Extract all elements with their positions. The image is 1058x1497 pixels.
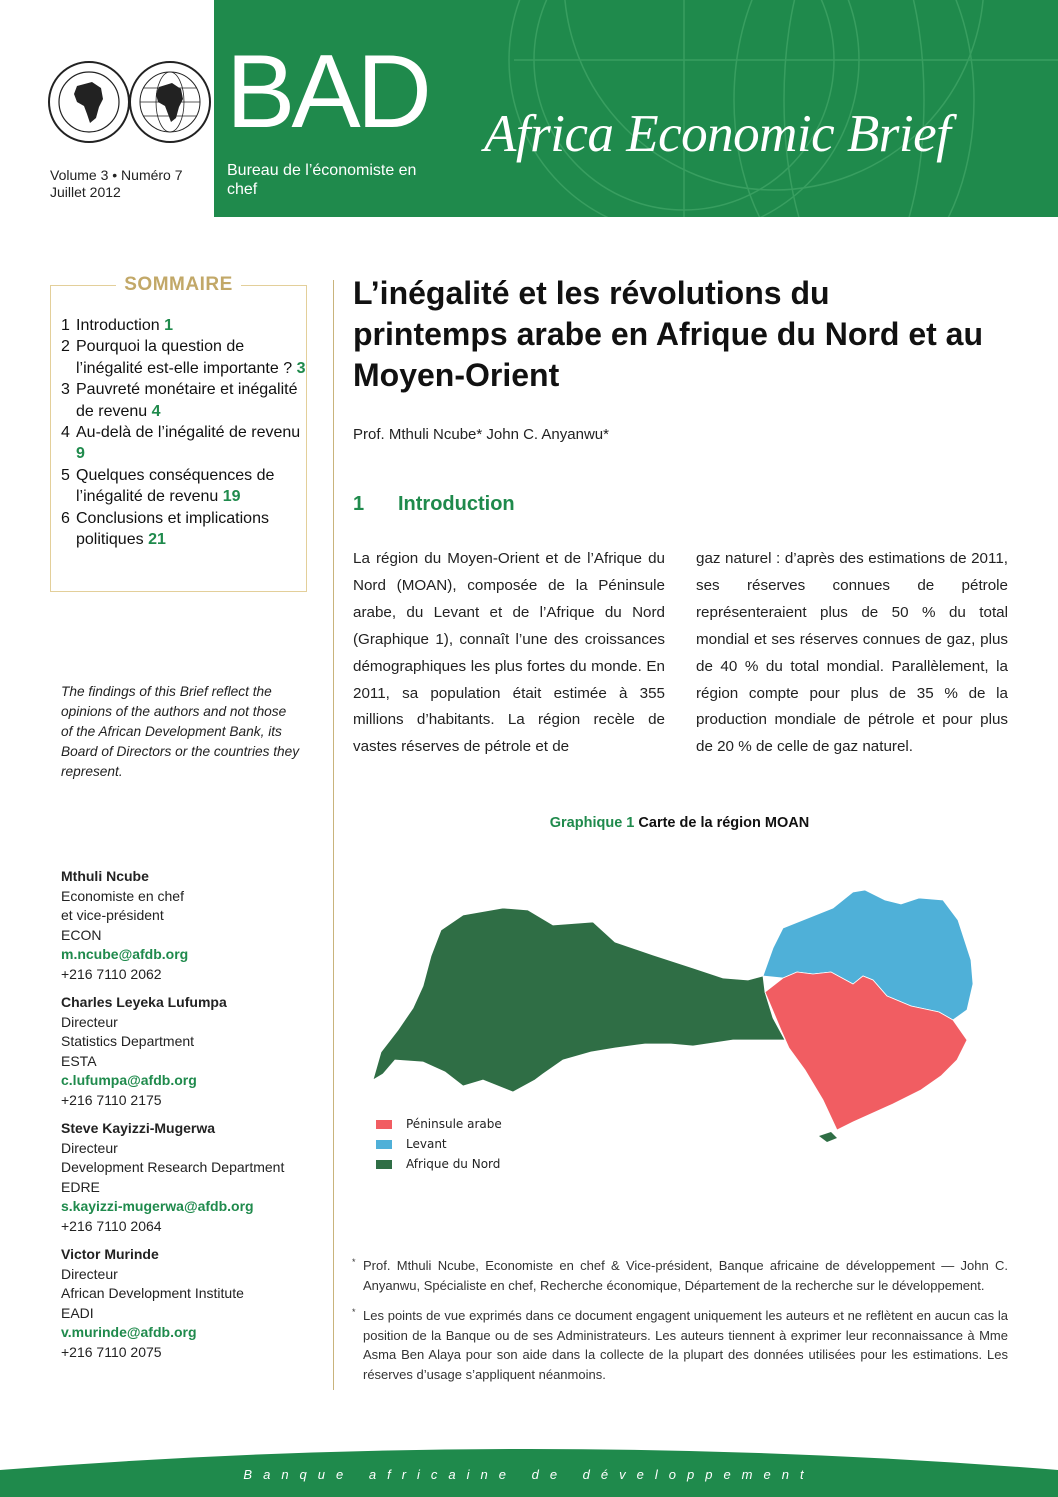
toc-page: 3 — [296, 359, 306, 377]
footnote-mark: * — [352, 1257, 356, 1267]
contact-name: Victor Murinde — [61, 1246, 159, 1262]
map-island-socotra — [819, 1132, 837, 1142]
contact-role: Statistics Department — [61, 1033, 195, 1049]
section-title: Introduction — [398, 493, 515, 515]
brand-title: BAD — [226, 34, 428, 150]
footnote-mark: * — [352, 1307, 356, 1317]
contact-role: Directeur — [61, 1013, 118, 1030]
toc-text: Introduction — [76, 317, 160, 334]
toc-item[interactable] — [61, 508, 306, 551]
series-title: Africa Economic Brief — [484, 105, 951, 163]
contact-name: Charles Leyeka Lufumpa — [61, 994, 227, 1010]
footer-text: Banque africaine de développement — [243, 1467, 815, 1482]
toc-num: 1 — [61, 317, 70, 334]
mena-map — [353, 880, 1006, 1150]
body-column-2: gaz naturel : d’après des estimations de 2011, ses réserves connues de pétrole représenteraient plus de 50 % du total mondial et ses réserves connues de gaz, plus de 40 % du total mondial. Parallèlement, la région compte pour plus de 35 % de la production mondiale de pétrole et pour plus de 20 % de celle de gaz naturel. — [696, 550, 1008, 756]
article-title: L’inégalité et les révolutions du printemps arabe en Afrique du Nord et au Moyen-Orient — [353, 275, 984, 393]
contact-dept: ESTA — [61, 1052, 97, 1069]
contact-role: Economiste en chef — [61, 887, 184, 904]
toc-page: 1 — [164, 317, 173, 334]
contact-phone: +216 7110 2175 — [61, 1091, 162, 1108]
toc-text: Pourquoi la question de l’inégalité est-elle importante ? — [76, 338, 293, 377]
footnote — [352, 1256, 1008, 1295]
toc-item[interactable] — [61, 379, 306, 422]
article-authors: Prof. Mthuli Ncube* John C. Anyanwu* — [353, 426, 609, 443]
legend-label: Levant — [406, 1137, 447, 1151]
table-of-contents — [50, 274, 307, 592]
contacts — [61, 867, 316, 1371]
issue-date: Juillet 2012 — [50, 184, 121, 200]
afdb-logo-icon — [44, 52, 214, 162]
figure-title: Carte de la région MOAN — [638, 815, 810, 831]
body-column-1: La région du Moyen-Orient et de l’Afrique du Nord (MOAN), composée de la Péninsule arabe, du Levant et de l’Afrique du Nord (Graphique 1), connaît l’une des croissances démographiques les plus fortes du monde. En 2011, sa population était estimée à 355 millions d’habitants. La région recèle de vastes réserves de pétrole et de — [353, 550, 665, 756]
brand-subtitle: Bureau de l’économiste en chef — [227, 162, 417, 198]
footnote-text: Les points de vue exprimés dans ce document engagent uniquement les auteurs et ne reflètent en aucun cas la position de la Banque ou de ses Administrateurs. Les auteurs tiennent à exprimer leur reconnaissance à Mme Asma Ben Alaya pour son aide dans la collecte de la plupart des données utilisées pour les estimations. Les réserves d’usage s’appliquent néanmoins. — [363, 1308, 1008, 1382]
contact-phone: +216 7110 2075 — [61, 1343, 162, 1360]
legend-swatch — [376, 1120, 392, 1129]
contact-role: Directeur — [61, 1139, 118, 1156]
afdb-logos — [44, 52, 214, 162]
footnote — [352, 1306, 1008, 1384]
contact-dept: EDRE — [61, 1178, 100, 1195]
toc-title: SOMMAIRE — [116, 274, 241, 295]
toc-num: 4 — [61, 424, 70, 442]
contact-role: Development Research Department — [61, 1159, 285, 1175]
toc-item[interactable] — [61, 315, 306, 336]
toc-page: 9 — [76, 445, 85, 463]
footnote-text: Prof. Mthuli Ncube, Economiste en chef & Vice-président, Banque africaine de développement — John C. Anyanwu, Spécialiste en chef, Recherche économique, Département de la recherche sur le développement. — [363, 1258, 1008, 1293]
toc-page: 19 — [222, 488, 241, 506]
figure-caption — [353, 815, 1006, 831]
contact-phone: +216 7110 2062 — [61, 965, 162, 982]
disclaimer: The findings of this Brief reflect the opinions of the authors and not those of the African Development Bank, its Board of Directors or the countries they represent. — [61, 684, 300, 779]
toc-num: 5 — [61, 466, 70, 484]
legend-swatch — [376, 1140, 392, 1149]
toc-text: Au-delà de l’inégalité de revenu — [76, 424, 301, 442]
toc-list — [61, 315, 306, 550]
column-divider — [333, 280, 334, 1390]
map-legend — [376, 1114, 502, 1174]
toc-num: 6 — [61, 509, 70, 527]
toc-item[interactable] — [61, 336, 306, 379]
section-number: 1 — [353, 493, 365, 515]
toc-item[interactable] — [61, 465, 306, 508]
contact-dept: EADI — [61, 1304, 94, 1321]
issue-volume: Volume 3 • Numéro 7 — [50, 167, 183, 183]
toc-page: 21 — [148, 531, 166, 549]
contact-email-link[interactable]: v.murinde@afdb.org — [61, 1324, 197, 1340]
contact-card — [61, 1119, 316, 1236]
toc-num: 2 — [61, 338, 70, 356]
contact-card — [61, 867, 316, 984]
map-region-north-africa — [373, 908, 785, 1092]
figure-label: Graphique 1 — [549, 815, 635, 831]
footnotes — [352, 1256, 1008, 1395]
contact-card — [61, 1245, 316, 1362]
toc-text: Conclusions et implications politiques — [76, 509, 269, 549]
toc-page: 4 — [151, 402, 161, 420]
contact-role: Directeur — [61, 1265, 118, 1282]
legend-label: Afrique du Nord — [406, 1157, 501, 1171]
issue-info — [50, 167, 183, 201]
toc-text: Quelques conséquences de l’inégalité de revenu — [76, 466, 275, 506]
legend-label: Péninsule arabe — [406, 1117, 502, 1131]
section-heading — [353, 493, 515, 516]
contact-name: Steve Kayizzi-Mugerwa — [61, 1120, 216, 1136]
contact-role: et vice-président — [61, 907, 164, 923]
contact-dept: ECON — [61, 926, 102, 943]
contact-email-link[interactable]: c.lufumpa@afdb.org — [61, 1072, 197, 1088]
contact-card — [61, 993, 316, 1110]
toc-item[interactable] — [61, 422, 306, 465]
legend-item — [376, 1114, 502, 1134]
contact-email-link[interactable]: m.ncube@afdb.org — [61, 946, 189, 962]
legend-swatch — [376, 1160, 392, 1169]
toc-num: 3 — [61, 381, 70, 399]
contact-email-link[interactable]: s.kayizzi-mugerwa@afdb.org — [61, 1198, 254, 1214]
legend-item — [376, 1134, 502, 1154]
contact-phone: +216 7110 2064 — [61, 1217, 162, 1234]
toc-text: Pauvreté monétaire et inégalité de revenu — [76, 381, 298, 420]
contact-role: African Development Institute — [61, 1285, 244, 1301]
contact-name: Mthuli Ncube — [61, 868, 149, 884]
header-band — [214, 0, 1058, 217]
legend-item — [376, 1154, 502, 1174]
